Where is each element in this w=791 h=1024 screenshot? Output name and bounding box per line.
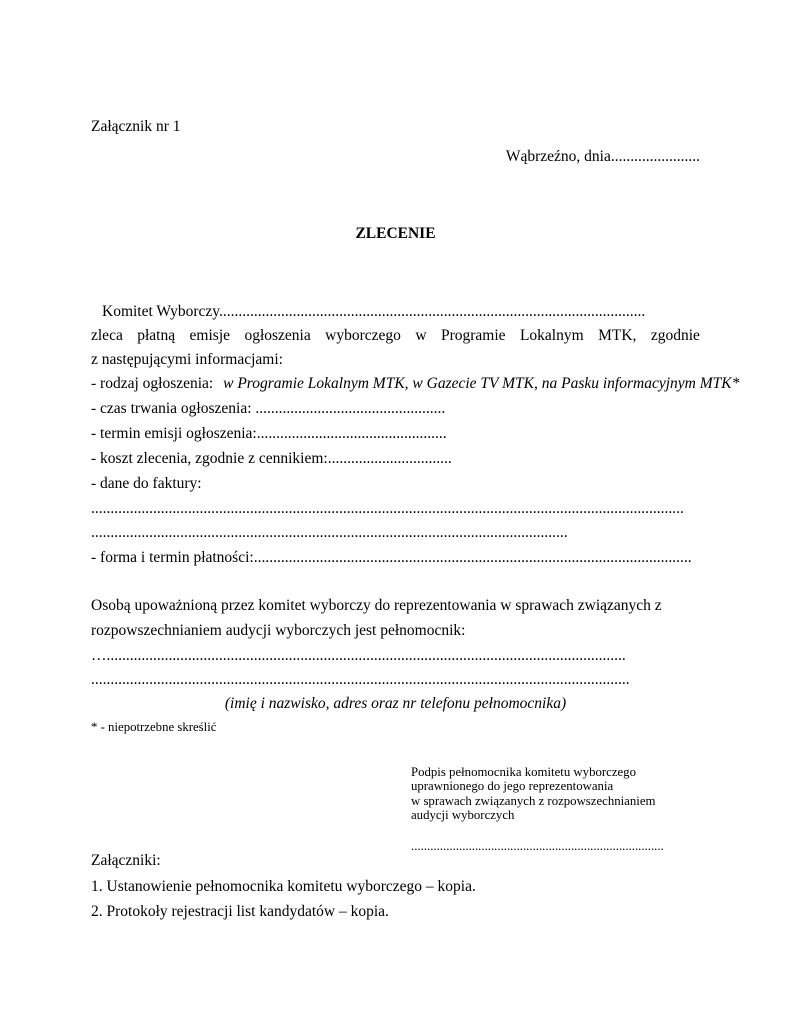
order-word: MTK, [598, 327, 637, 344]
authorization-line-1: Osobą upoważnioną przez komitet wyborczy do reprezentowania w sprawach związanych z [91, 597, 662, 614]
order-word: w [415, 327, 427, 344]
representative-dots-1: …...................................................................................................................................... [91, 647, 626, 664]
signature-dots: ............................................................................... [411, 839, 664, 853]
payment-field: - forma i termin płatności:................................................................................................................. [91, 549, 692, 566]
attachments-label: Załączniki: [91, 852, 161, 869]
order-word: Programie [440, 327, 506, 344]
authorization-line-2: rozpowszechnianiem audycji wyborczych jest pełnomocnik: [91, 622, 466, 639]
broadcast-date-field: - termin emisji ogłoszenia:................................................. [91, 425, 447, 442]
place-date: Wąbrzeźno, dnia....................... [505, 148, 700, 165]
order-word: emisje [189, 327, 231, 344]
order-line-1 [91, 327, 700, 345]
order-word: płatną [137, 327, 176, 344]
signature-line-4: audycji wyborczych [411, 808, 515, 822]
duration-field: - czas trwania ogłoszenia: ................................................. [91, 400, 446, 417]
invoice-line-2: ........................................................................................................................... [91, 524, 568, 541]
order-word: zgodnie [650, 327, 700, 344]
signature-line-3: w sprawach związanych z rozpowszechnianiem [411, 794, 656, 808]
committee-line: Komitet Wyborczy.............................................................................................................. [102, 303, 646, 320]
ad-type-field [91, 375, 739, 393]
order-word: ogłoszenia [244, 327, 311, 344]
order-word: wyborczego [325, 327, 401, 344]
invoice-line-1: ......................................................................................................................................................... [91, 500, 684, 517]
order-word: Lokalnym [519, 327, 584, 344]
document-title: ZLECENIE [355, 225, 436, 242]
attachment-label: Załącznik nr 1 [91, 118, 181, 135]
order-word: zleca [91, 327, 123, 344]
cost-field: - koszt zlecenia, zgodnie z cennikiem:................................ [91, 450, 452, 467]
attachment-item: 2. Protokoły rejestracji list kandydatów – kopia. [91, 903, 389, 920]
footnote: * - niepotrzebne skreślić [91, 720, 217, 734]
ad-type-label: - rodzaj ogłoszenia: [91, 375, 214, 392]
representative-caption: (imię i nazwisko, adres oraz nr telefonu pełnomocnika) [224, 695, 567, 712]
ad-type-options: w Programie Lokalnym MTK, w Gazecie TV MTK, na Pasku informacyjnym MTK* [223, 375, 740, 392]
signature-line-2: uprawnionego do jego reprezentowania [411, 779, 614, 793]
signature-line-1: Podpis pełnomocnika komitetu wyborczego [411, 765, 636, 779]
order-line-2: z następującymi informacjami: [91, 351, 283, 368]
invoice-label: - dane do faktury: [91, 475, 202, 492]
representative-dots-2: ........................................................................................................................................... [91, 671, 630, 688]
attachment-item: 1. Ustanowienie pełnomocnika komitetu wyborczego – kopia. [91, 878, 476, 895]
